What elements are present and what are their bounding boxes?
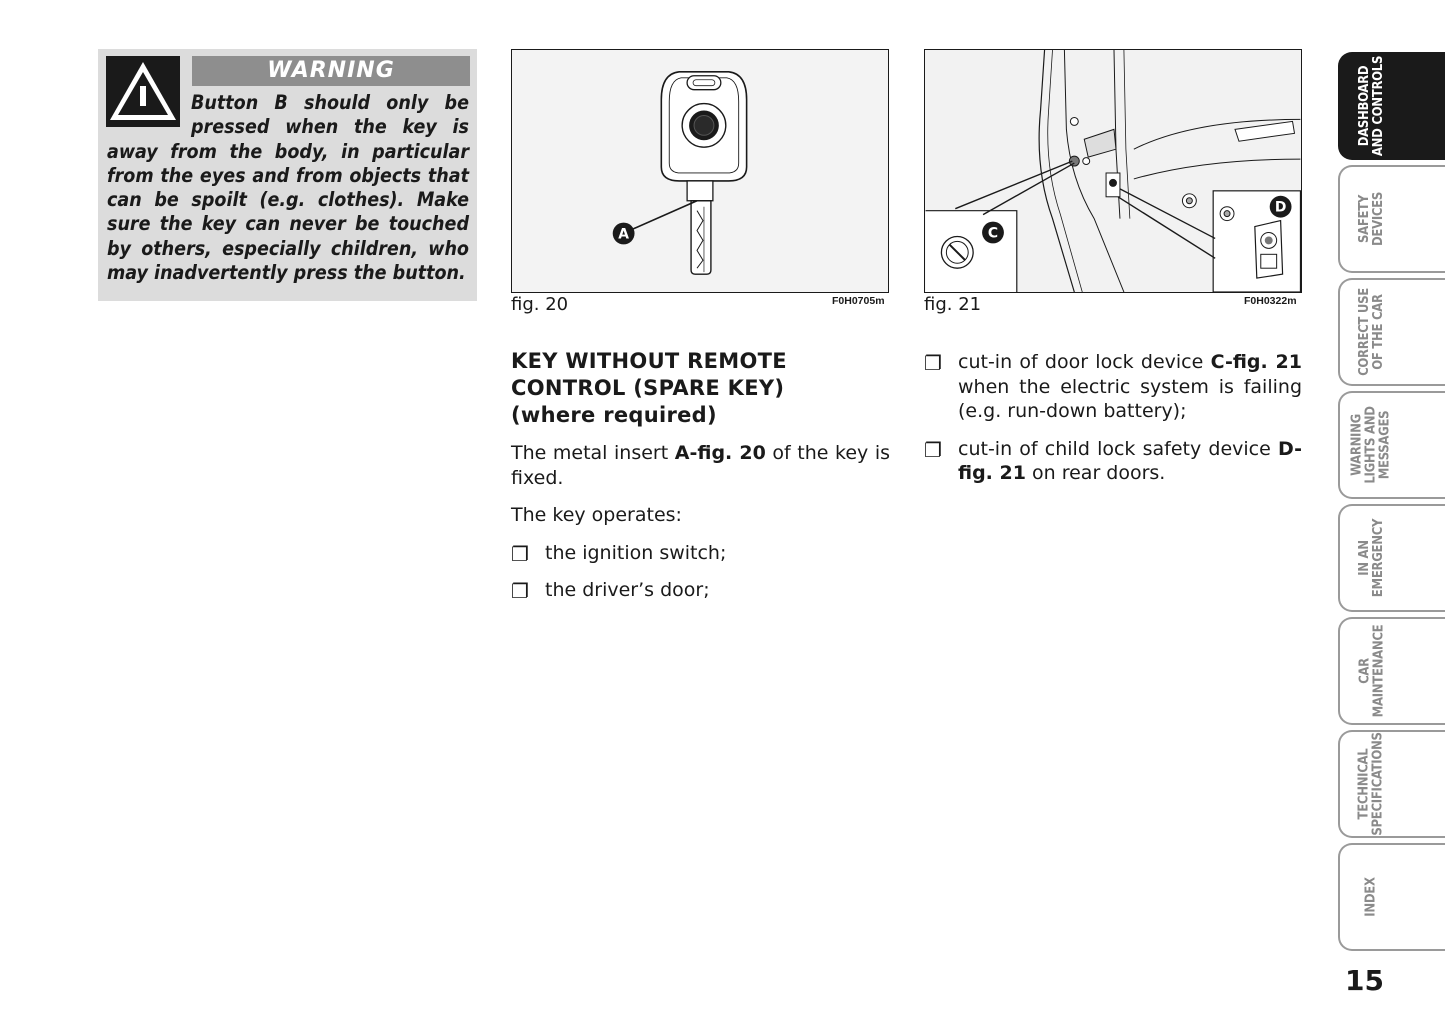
key-illustration bbox=[512, 50, 888, 292]
list-item: ❐ cut-in of child lock safety device D-fig. 21 on rear doors. bbox=[924, 437, 1302, 484]
list-item: ❐ cut-in of door lock device C-fig. 21 when the electric system is failing (e.g. run-down battery); bbox=[924, 351, 1302, 422]
door-illustration bbox=[925, 50, 1301, 292]
list-item: ❐ the ignition switch; bbox=[511, 541, 727, 566]
figure-20-code: F0H0705m bbox=[832, 295, 885, 307]
tab-label: SAFETY DEVICES bbox=[1356, 191, 1386, 247]
figure-20-caption: fig. 20 bbox=[511, 294, 569, 315]
tab-in-an-emergency[interactable] bbox=[1338, 504, 1445, 612]
tab-correct-use-of-the-car[interactable] bbox=[1338, 278, 1445, 386]
tab-label: IN AN EMERGENCY bbox=[1357, 518, 1386, 598]
tab-label: INDEX bbox=[1364, 877, 1379, 917]
tab-index[interactable] bbox=[1338, 843, 1445, 951]
section-key-functions-continued bbox=[924, 350, 1302, 486]
figure-21-door bbox=[924, 49, 1302, 293]
checkbox-bullet-icon: ❐ bbox=[924, 351, 942, 375]
figure-21-caption: fig. 21 bbox=[924, 294, 982, 315]
warning-box bbox=[98, 49, 477, 301]
warning-title: WARNING bbox=[192, 56, 470, 86]
section-heading-line3: (where required) bbox=[511, 403, 717, 427]
page-number: 15 bbox=[1345, 964, 1384, 997]
figure-21-code: F0H0322m bbox=[1244, 295, 1297, 307]
section-key-without-remote bbox=[511, 348, 890, 603]
callout-c-label: C bbox=[987, 225, 999, 242]
tab-label: CORRECT USE OF THE CAR bbox=[1357, 288, 1386, 376]
warning-text: Button B should only be pressed when the key is away from the body, in particular from the eyes and from objects that can be spoilt (e.g. clothes). Make sure the key can never be touched by others, especially children, who may inadvertently press the button. bbox=[107, 91, 469, 285]
callout-a-label: A bbox=[618, 226, 630, 243]
tab-label: WARNING LIGHTS AND MESSAGES bbox=[1350, 406, 1393, 484]
tab-label: CAR MAINTENANCE bbox=[1357, 624, 1387, 718]
checkbox-bullet-icon: ❐ bbox=[511, 541, 529, 566]
callout-d-label: D bbox=[1274, 199, 1287, 216]
tab-label: TECHNICAL SPECIFICATIONS bbox=[1357, 732, 1387, 836]
tab-technical-specifications[interactable] bbox=[1338, 730, 1445, 838]
list-item: ❐ the driver’s door; bbox=[511, 579, 710, 603]
tab-safety-devices[interactable] bbox=[1338, 165, 1445, 273]
tab-warning-lights-and-messages[interactable] bbox=[1338, 391, 1445, 499]
figure-20-key bbox=[511, 49, 889, 293]
section-heading-line2: CONTROL (SPARE KEY) bbox=[511, 376, 785, 400]
checkbox-bullet-icon: ❐ bbox=[924, 437, 942, 462]
tab-label: DASHBOARD AND CONTROLS bbox=[1357, 55, 1387, 157]
paragraph-metal-insert: The metal insert A-fig. 20 of the key is fixed. bbox=[511, 442, 891, 489]
tab-car-maintenance[interactable] bbox=[1338, 617, 1445, 725]
section-heading-line1: KEY WITHOUT REMOTE bbox=[511, 349, 787, 373]
checkbox-bullet-icon: ❐ bbox=[511, 579, 529, 603]
paragraph-key-operates: The key operates: bbox=[511, 504, 682, 526]
tab-dashboard-and-controls[interactable] bbox=[1338, 52, 1445, 160]
